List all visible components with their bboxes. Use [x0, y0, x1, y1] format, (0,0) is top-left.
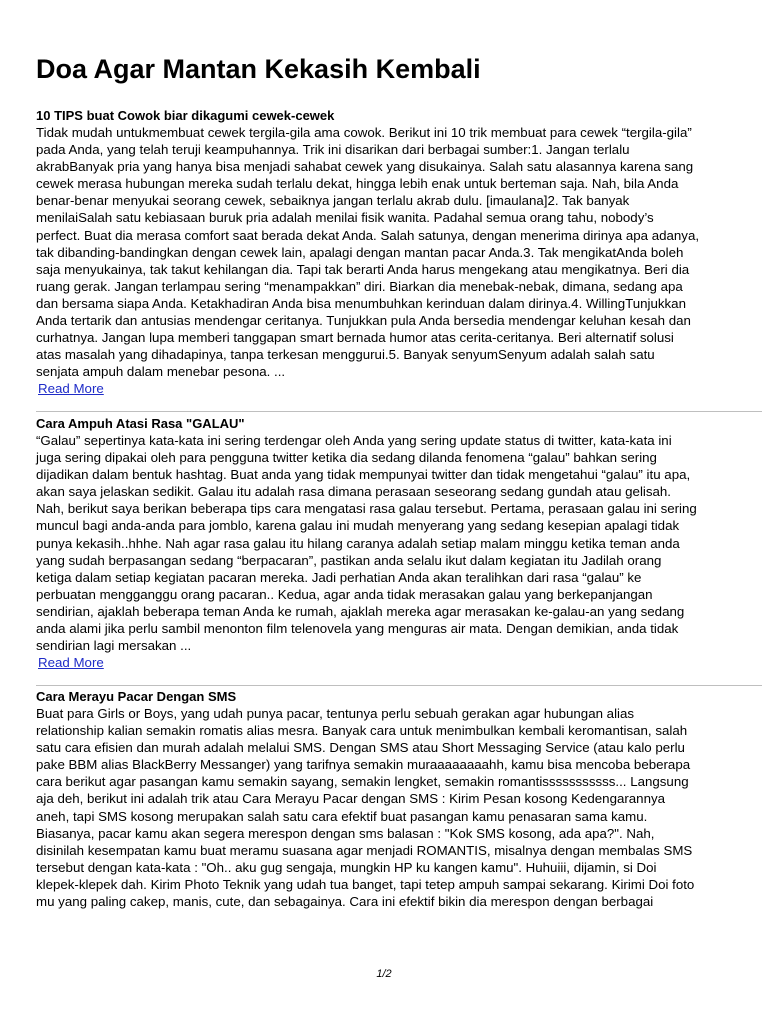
body-text-line: aja deh, berikut ini adalah trik atau Cara Merayu Pacar dengan SMS : Kirim Pesan kosong Kedengarannya	[36, 791, 666, 807]
article-body	[36, 705, 734, 910]
read-more-link[interactable]: Read More	[38, 655, 104, 671]
article-title: Cara Ampuh Atasi Rasa "GALAU"	[36, 416, 245, 431]
body-text-line: akan saya jelaskan sedikit. Galau itu adalah rasa dimana perasaan seseorang sedang gundah atau gelisah.	[36, 484, 671, 500]
article-title: 10 TIPS buat Cowok biar dikagumi cewek-cewek	[36, 108, 335, 123]
body-text-line: Tidak mudah untukmembuat cewek tergila-gila ama cowok. Berikut ini 10 trik membuat para cewek “tergila-gila”	[36, 125, 692, 140]
article-body	[36, 124, 734, 380]
body-text-line: senjata ampuh dalam menebar pesona. ...	[36, 364, 286, 380]
article-title: Cara Merayu Pacar Dengan SMS	[36, 689, 237, 704]
body-text-line: pada Anda, yang telah teruji keampuhannya. Trik ini disarikan dari berbagai sumber:1. Jangan terlalu	[36, 142, 630, 158]
body-text-line: relationship kalian semakin romatis alias mesra. Banyak cara untuk menimbulkan kembali keromantisan, salah	[36, 723, 688, 739]
body-text-line: curhatnya. Jangan lupa memberi tanggapan smart bernada humor atas cerita-ceritanya. Beri alternatif solusi	[36, 330, 674, 346]
body-text-line: dan bersama siapa Anda. Ketakhadiran Anda bisa menumbuhkan kerinduan dalam dirinya.4. WillingTunjukkan	[36, 295, 686, 311]
body-text-line: Buat para Girls or Boys, yang udah punya pacar, tentunya perlu sebuah gerakan agar hubungan alias	[36, 706, 635, 721]
body-text-line: atas masalah yang dihadapinya, tanpa terkesan menggurui.5. Banyak senyumSenyum adalah salah satu	[36, 347, 655, 363]
article-1	[36, 107, 734, 398]
body-text-line: saja menyukainya, tak takut kehilangan dia. Tapi tak berarti Anda harus mengekang atau mengikatnya. Beri dia	[36, 261, 690, 277]
body-text-line: menilaiSalah satu kebiasaan buruk pria adalah menilai fisik wanita. Padahal semua orang tahu, nobody’s	[36, 210, 654, 226]
body-text-line: juga sering dipakai oleh para pengguna twitter ketika dia sedang dilanda fenomena “galau” bahkan sering	[36, 450, 657, 466]
article-2	[36, 415, 734, 672]
article-3	[36, 688, 734, 910]
body-text-line: tersebut dengan kata-kata : "Oh.. aku gug sengaja, mungkin HP ku kangen kamu". Huhuiii, dijamin, si Doi	[36, 859, 657, 875]
body-text-line: klepek-klepek dah. Kirim Photo Teknik yang udah tua banget, tapi tetep ampuh sampai sekarang. Kirimi Doi foto	[36, 876, 695, 892]
body-text-line: muncul bagi anda-anda para jomblo, karena galau ini mudah menyerang yang sedang kesepian apalagi tidak	[36, 518, 680, 534]
body-text-line: anda alami jika perlu sambil menonton film telenovela yang menguras air mata. Dengan demikian, anda tidak	[36, 621, 679, 637]
article-body	[36, 432, 734, 654]
body-text-line: ketiga dalam setiap kegiatan pacaran mereka. Jadi perhatian Anda akan teralihkan dari rasa “galau” ke	[36, 569, 642, 585]
document-title: Doa Agar Mantan Kekasih Kembali	[36, 54, 481, 84]
body-text-line: sendirian lagi mersakan ...	[36, 638, 192, 654]
body-text-line: dijadikan dalam bentuk hashtag. Buat anda yang tidak mempunyai twitter dan tidak mengetahui “galau” itu apa,	[36, 467, 691, 483]
body-text-line: Anda tertarik dan antusias mendengar ceritanya. Tunjukkan pula Anda bersedia mendengar keluhan kesah dan	[36, 313, 691, 329]
body-text-line: punya kekasih..hhhe. Nah agar rasa galau itu hilang caranya adalah setiap malam minggu ketika teman anda	[36, 535, 680, 551]
body-text-line: disinilah kesempatan kamu buat meramu suasana agar menjadi ROMANTIS, misalnya dengan membalas SMS	[36, 842, 693, 858]
body-text-line: “Galau” sepertinya kata-kata ini sering terdengar oleh Anda yang sering update status di twitter, kata-kata ini	[36, 433, 672, 448]
body-text-line: ruang gerak. Jangan terlampau sering “menampakkan” diri. Biarkan dia menebak-nebak, dimana, sedang apa	[36, 278, 683, 294]
body-text-line: akrabBanyak pria yang hanya bisa menjadi sahabat cewek yang disukainya. Salah satu alasannya karena sang	[36, 159, 694, 175]
body-text-line: mu yang paling cakep, manis, cute, dan sebagainya. Cara ini efektif bikin dia merespon dengan berbagai	[36, 894, 654, 910]
divider	[36, 411, 762, 412]
body-text-line: pake BBM alias BlackBerry Messanger) yang tarifnya semakin muraaaaaaaahh, kamu bisa mencoba beberapa	[36, 757, 691, 773]
read-more-link[interactable]: Read More	[38, 381, 104, 397]
body-text-line: perfect. Buat dia merasa comfort saat berada dekat Anda. Salah satunya, dengan menerima dirinya apa adanya,	[36, 227, 700, 243]
body-text-line: cara berikut agar pasangan kamu semakin sayang, semakin lengket, semakin romantisssssssssss... Langsung	[36, 774, 689, 790]
body-text-line: aneh, tapi SMS kosong merupakan salah satu cara efektif buat pasangan kamu penasaran sama kamu.	[36, 808, 648, 824]
body-text-line: Biasanya, pacar kamu akan segera merespon dengan sms balasan : "Kok SMS kosong, ada apa?". Nah,	[36, 825, 655, 841]
page-number: 1/2	[376, 968, 392, 980]
body-text-line: benar-benar menyukai seorang cewek, sebaiknya jangan terlalu akrab dulu. [imaulana]2. Tak banyak	[36, 193, 630, 209]
body-text-line: perbuatan mengganggu orang pacaran.. Kedua, agar anda tidak merasakan galau yang berkepanjangan	[36, 586, 653, 602]
body-text-line: yang sudah berpasangan sedang “berpacaran”, pastikan anda selalu ikut dalam kegiatan itu Jadilah orang	[36, 552, 662, 568]
body-text-line: satu cara efisien dan murah adalah melalui SMS. Dengan SMS atau Short Messaging Service (atau kalo perlu	[36, 740, 685, 756]
body-text-line: cewek merasa hubungan mereka sudah terlalu dekat, hingga lebih enak untuk berteman saja. Nah, bila Anda	[36, 176, 679, 192]
body-text-line: Nah, berikut saya berikan beberapa tips cara mengatasi rasa galau tersebut. Pertama, perasaan galau ini sering	[36, 501, 697, 517]
body-text-line: tak dibanding-bandingkan dengan cewek lain, apalagi dengan mantan pacar Anda.3. Tak mengikatAnda boleh	[36, 244, 684, 260]
divider	[36, 685, 762, 686]
body-text-line: sendirian, ajaklah beberapa teman Anda ke rumah, ajaklah mereka agar merasakan ke-galau-an yang sedang	[36, 603, 685, 619]
